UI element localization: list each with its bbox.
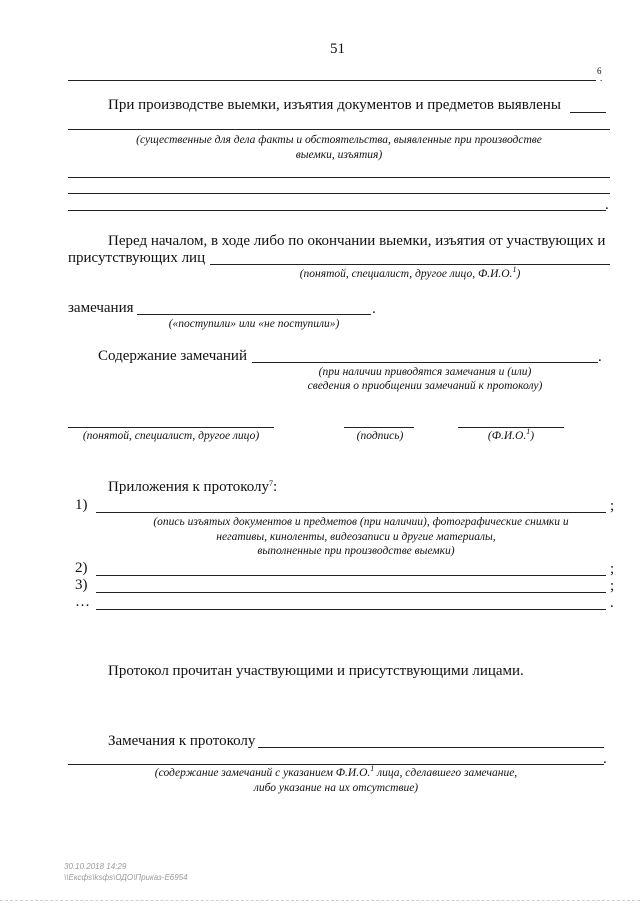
attachment-field-3[interactable]: [96, 592, 606, 593]
attachments-caption-1: (опись изъятых документов и предметов (при наличии), фотографические снимки и: [153, 516, 569, 528]
signature-sign-caption: (подпись): [356, 430, 404, 442]
protocol-remarks-caption-2: либо указание на их отсутствие): [253, 782, 419, 794]
seizure-line-2[interactable]: [68, 177, 610, 178]
participants-line-2: присутствующих лиц: [68, 250, 206, 266]
protocol-read-text: Протокол прочитан участвующими и присутствующими лицами.: [108, 663, 524, 679]
remarks-label: замечания: [68, 300, 134, 316]
signature-name-field[interactable]: [458, 427, 564, 428]
top-rule: [68, 80, 596, 81]
attachments-caption-3: выполненные при производстве выемки): [257, 545, 455, 557]
seizure-line-4[interactable]: [68, 210, 606, 211]
attachment-field-more[interactable]: [96, 609, 606, 610]
attachment-number-more: …: [75, 594, 90, 610]
remarks-content-field[interactable]: [252, 362, 598, 363]
remarks-content-label: Содержание замечаний: [98, 348, 247, 364]
remarks-period: .: [372, 301, 376, 317]
seizure-field-short[interactable]: [570, 112, 606, 113]
seizure-caption-2: выемки, изъятия): [295, 149, 383, 161]
period-mark: .: [600, 73, 603, 83]
participants-field[interactable]: [210, 264, 610, 265]
remarks-content-caption-2: сведения о приобщении замечаний к протоколу): [307, 380, 543, 392]
protocol-remarks-field[interactable]: [258, 747, 604, 748]
attachment-number-2: 2): [75, 560, 88, 576]
attachment-number-3: 3): [75, 577, 88, 593]
scan-edge: [0, 900, 640, 901]
attachment-period-more: .: [610, 595, 614, 611]
footnote-mark: 6: [597, 66, 602, 76]
signature-name-caption: (Ф.И.О.$^1$): [487, 427, 535, 442]
participants-line-1: Перед началом, в ходе либо по окончании выемки, изъятия от участвующих и: [108, 233, 606, 249]
remarks-caption: («поступили» или «не поступили»): [168, 318, 340, 330]
print-stamp-path: \\Ексфs\ksфs\ОДО\Приказ-Е6954: [64, 873, 188, 882]
seizure-period: .: [605, 197, 609, 213]
protocol-remarks-line-2[interactable]: [68, 764, 604, 765]
attachments-caption-2: негативы, киноленты, видеозаписи и другие материалы,: [216, 531, 496, 543]
attachment-field-1[interactable]: [96, 512, 606, 513]
seizure-caption-1: (существенные для дела факты и обстоятельства, выявленные при производстве: [136, 134, 542, 146]
attachment-semicolon-1: ;: [610, 498, 615, 514]
remarks-field[interactable]: [137, 314, 371, 315]
seizure-text: При производстве выемки, изъятия документов и предметов выявлены: [108, 97, 561, 113]
attachments-heading: Приложения к протоколу$^7$:: [108, 479, 278, 495]
signature-role-caption: (понятой, специалист, другое лицо): [82, 430, 260, 442]
seizure-line-3[interactable]: [68, 193, 610, 194]
remarks-content-period: .: [598, 349, 602, 365]
page-number: 51: [330, 41, 345, 57]
attachment-field-2[interactable]: [96, 575, 606, 576]
participants-caption: (понятой, специалист, другое лицо, Ф.И.О.$^1$): [299, 265, 521, 280]
signature-sign-field[interactable]: [344, 427, 414, 428]
protocol-remarks-label: Замечания к протоколу: [108, 733, 256, 749]
seizure-field-line[interactable]: [68, 129, 610, 130]
attachment-number-1: 1): [75, 497, 88, 513]
attachment-semicolon-2: ;: [610, 561, 615, 577]
attachment-semicolon-3: ;: [610, 578, 615, 594]
print-stamp-date: 30.10.2018 14:29: [64, 862, 127, 871]
protocol-remarks-period: .: [603, 751, 607, 767]
protocol-remarks-caption-1: (содержание замечаний с указанием Ф.И.О.$^1$ лица, сделавшего замечание,: [154, 764, 518, 779]
signature-role-field[interactable]: [68, 427, 274, 428]
remarks-content-caption-1: (при наличии приводятся замечания и (или): [318, 366, 532, 378]
